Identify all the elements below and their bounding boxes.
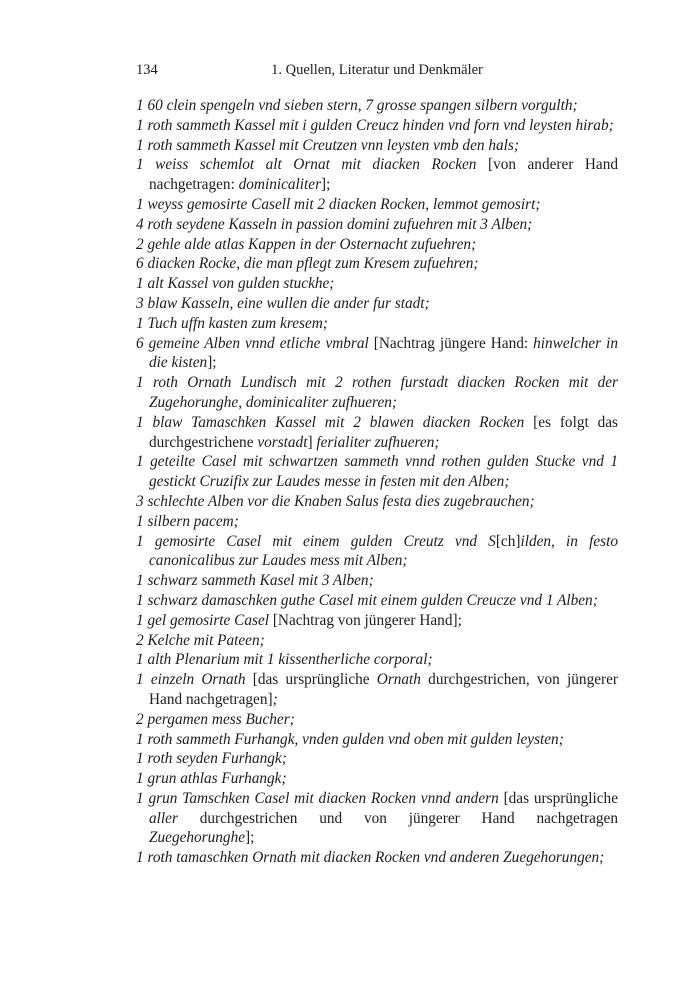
running-head: 1. Quellen, Literatur und Denkmäler: [271, 62, 483, 78]
entry-text-italic: dominicaliter: [238, 176, 322, 194]
inventory-entry: [136, 789, 618, 848]
entry-text-italic: 1 gemosirte Casel mit einem gulden Creutz vnd S: [136, 532, 496, 550]
entry-text-italic: 1 geteilte Casel mit schwartzen sammeth vnnd rothen gulden Stucke vnd 1 gestickt Cruzifix zur Laudes messe in festen mit den Alben;: [136, 453, 618, 491]
entry-text-italic: 1 grun athlas Furhangk;: [136, 770, 287, 788]
inventory-entry: [136, 116, 618, 136]
inventory-entry: [136, 413, 618, 453]
entry-text-editorial: [das ursprüngliche: [503, 789, 618, 807]
inventory-entry: [136, 96, 618, 116]
entry-text-italic: 1 roth seyden Furhangk;: [136, 750, 287, 768]
entry-text-editorial: [ch]: [495, 532, 521, 550]
inventory-entry: [136, 512, 618, 532]
entry-text-editorial: ];: [207, 354, 217, 372]
entry-text-italic: Zuegehorunghe: [149, 829, 246, 847]
entry-text-italic: ;: [272, 690, 278, 708]
entry-text-editorial: [Nachtrag von jüngerer Hand];: [272, 611, 462, 629]
inventory-entry: [136, 254, 618, 274]
entry-text-editorial: ];: [245, 829, 255, 847]
entry-text-italic: Ornath: [376, 671, 421, 689]
entry-text-italic: 1 Tuch uffn kasten zum kresem;: [136, 314, 328, 332]
inventory-entry: [136, 571, 618, 591]
entry-text-italic: 1 schwarz sammeth Kasel mit 3 Alben;: [136, 572, 374, 590]
entry-text-italic: 1 roth Ornath Lundisch mit 2 rothen furstadt diacken Rocken mit der Zugehorunghe, dominicaliter zufhueren;: [136, 374, 618, 411]
inventory-entry: [136, 452, 618, 492]
entry-text-italic: 1 weyss gemosirte Casell mit 2 diacken Rocken, lemmot gemosirt;: [136, 195, 541, 213]
inventory-entry: [136, 710, 618, 730]
entry-text-italic: 1 60 clein spengeln vnd sieben stern, 7 grosse spangen silbern vorgulth;: [136, 97, 578, 114]
inventory-entry: [136, 195, 618, 215]
inventory-entry: [136, 650, 618, 670]
inventory-entry: [136, 314, 618, 334]
entry-text-italic: hinwelcher in die kisten: [149, 334, 618, 372]
inventory-entry: [136, 730, 618, 750]
inventory-entry: [136, 611, 618, 631]
inventory-entry: [136, 631, 618, 651]
page-number: 134: [136, 62, 158, 78]
entry-text-italic: 1 roth sammeth Kassel mit i gulden Creucz hinden vnd forn vnd leysten hirab;: [136, 116, 614, 134]
inventory-entry: [136, 591, 618, 611]
inventory-entry: [136, 848, 618, 868]
entry-text-editorial: [es folgt das durchgestrichene: [149, 413, 618, 451]
entry-text-italic: 2 gehle alde atlas Kappen in der Osternacht zufuehren;: [136, 235, 477, 253]
inventory-entry: [136, 749, 618, 769]
entry-text-italic: aller: [149, 809, 178, 827]
inventory-entry: [136, 334, 618, 374]
entry-text-italic: 2 pergamen mess Bucher;: [136, 710, 295, 728]
entry-text-italic: 1 schwarz damaschken guthe Casel mit einem gulden Creucze vnd 1 Alben;: [136, 591, 598, 609]
inventory-entry: [136, 373, 618, 413]
inventory-entry: [136, 492, 618, 512]
entry-text-italic: 1 roth sammeth Kassel mit Creutzen vnn leysten vmb den hals;: [136, 136, 519, 154]
inventory-list: [136, 96, 618, 868]
inventory-entry: [136, 769, 618, 789]
entry-text-editorial: [Nachtrag jüngere Hand:: [373, 334, 534, 352]
inventory-entry: [136, 532, 618, 572]
inventory-entry: [136, 274, 618, 294]
entry-text-editorial: durchgestrichen und von jüngerer Hand nachgetragen: [177, 809, 618, 827]
entry-text-italic: 1 alth Plenarium mit 1 kissentherliche corporal;: [136, 651, 433, 669]
inventory-entry: [136, 155, 618, 195]
inventory-entry: [136, 215, 618, 235]
entry-text-italic: 1 roth sammeth Furhangk, vnden gulden vnd oben mit gulden leysten;: [136, 730, 564, 748]
entry-text-italic: vorstadt: [257, 433, 308, 451]
entry-text-italic: ferialiter zufhueren;: [316, 433, 440, 451]
entry-text-italic: ilden, in festo canonicalibus zur Laudes mess mit Alben;: [149, 532, 618, 570]
entry-text-italic: 1 roth tamaschken Ornath mit diacken Rocken vnd anderen Zuegehorungen;: [136, 849, 605, 867]
entry-text-italic: 3 schlechte Alben vor die Knaben Salus festa dies zugebrauchen;: [136, 492, 535, 510]
entry-text-italic: 3 blaw Kasseln, eine wullen die ander fur stadt;: [136, 294, 430, 312]
entry-text-editorial: ];: [321, 176, 331, 194]
inventory-entry: [136, 235, 618, 255]
entry-text-italic: 1 grun Tamschken Casel mit diacken Rocken vnnd andern: [136, 789, 504, 807]
entry-text-italic: 1 silbern pacem;: [136, 512, 239, 530]
entry-text-editorial: [das ursprüngliche: [252, 671, 377, 689]
entry-text-italic: 1 einzeln Ornath: [136, 671, 253, 689]
entry-text-italic: 4 roth seydene Kasseln in passion domini zufuehren mit 3 Alben;: [136, 215, 533, 233]
entry-text-italic: 1 gel gemosirte Casel: [136, 611, 273, 629]
inventory-entry: [136, 670, 618, 710]
entry-text-italic: 6 gemeine Alben vnnd etliche vmbral: [136, 334, 374, 352]
entry-text-italic: 1 alt Kassel von gulden stuckhe;: [136, 275, 335, 293]
entry-text-editorial: durchgestrichen, von jüngerer Hand nachgetragen]: [149, 671, 618, 708]
inventory-entry: [136, 136, 618, 156]
entry-text-italic: 1 weiss schemlot alt Ornat mit diacken Rocken: [136, 156, 488, 174]
page-header: [136, 62, 618, 82]
entry-text-italic: 1 blaw Tamaschken Kassel mit 2 blawen diacken Rocken: [136, 413, 534, 431]
entry-text-editorial: [von anderer Hand nachgetragen:: [149, 156, 618, 194]
entry-text-italic: 2 Kelche mit Pateen;: [136, 631, 265, 649]
entry-text-editorial: ]: [307, 433, 317, 451]
entry-text-italic: 6 diacken Rocke, die man pflegt zum Kresem zufuehren;: [136, 255, 479, 273]
inventory-entry: [136, 294, 618, 314]
